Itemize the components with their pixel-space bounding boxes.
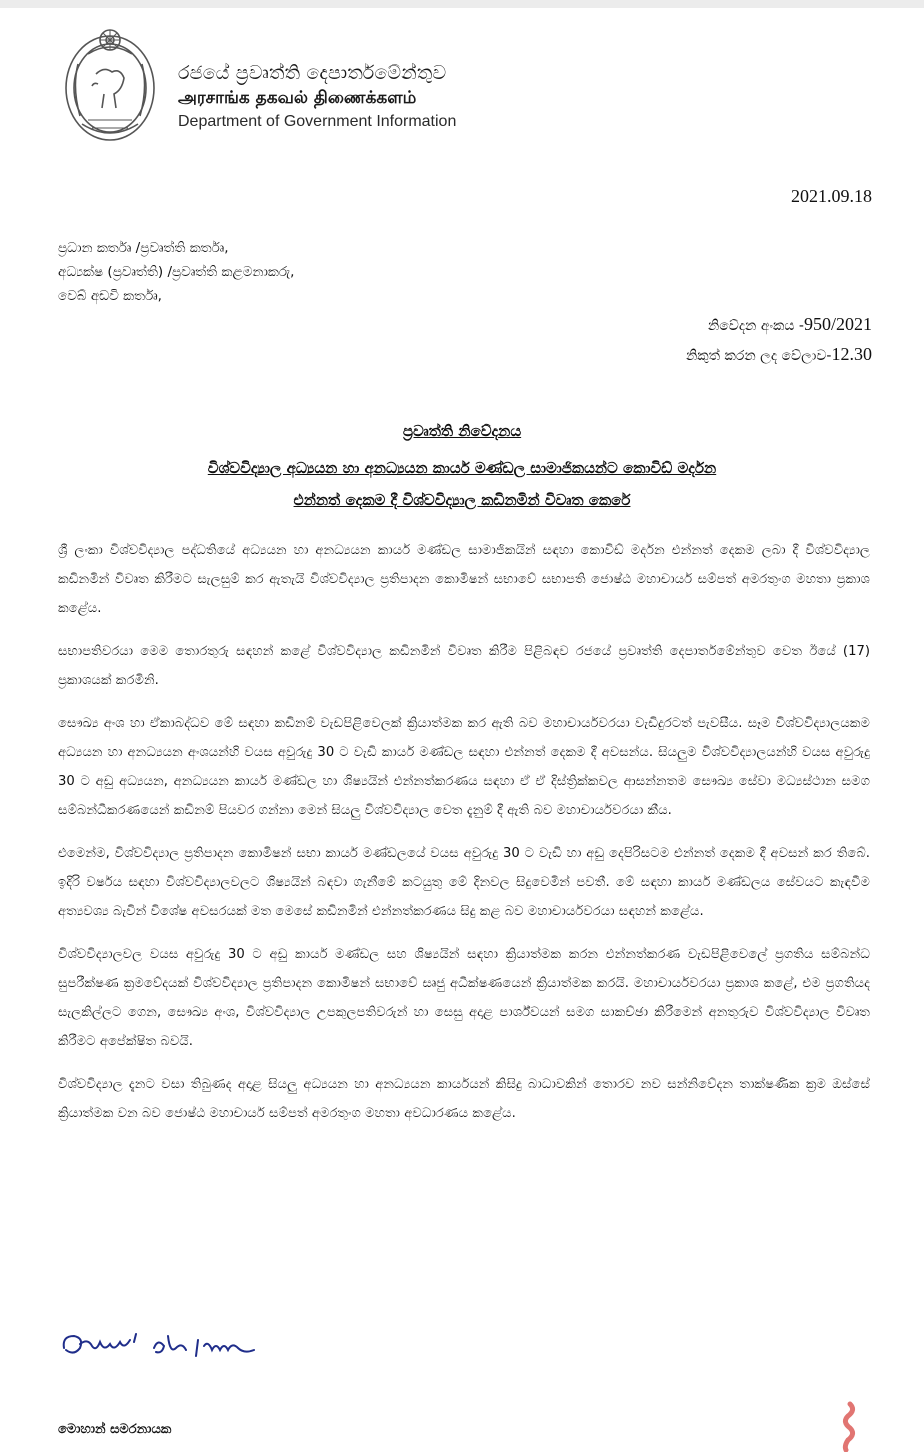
sri-lanka-emblem-icon [58, 24, 162, 146]
headline-line: විශ්වවිද්‍යාල අධ්‍යයන හා අනධ්‍යයන කාර්ය මණ්ඩල සාමාජිකයන්ට කොවිඩ් මර්දන [207, 459, 717, 477]
org-name-tamil: அரசாங்க தகவல் திணைக்களம் [178, 88, 417, 108]
recipients-block [58, 236, 294, 308]
release-time [686, 340, 872, 370]
body-paragraph: සෞඛ්‍ය අංශ හා ඒකාබද්ධව මේ සඳහා කඩිනම් වැඩපිළිවෙලක් ක්‍රියාත්මක කර ඇති බව මහාචාර්යවරයා වැඩිදුරටත් පැවසීය. සෑම විශ්වවිද්‍යාලයකම අධ්‍යයන හා අනධ්‍යයන අංශයන්හි වයස අවුරුදු 30 ට වැඩි කාර්ය මණ්ඩල සඳහා එන්නත් දෙකම දී අවසන්ය. සියලුම විශ්වවිද්‍යාලයන්හි වයස අවුරුදු 30 ට අඩු අධ්‍යයන, අනධ්‍යයන කාර්ය මණ්ඩල හා ශිෂ්‍යයින් එන්නත්කරණය සඳහා ඒ ඒ දිස්ත්‍රික්කවල ආසන්නතම සෞඛ්‍ය සේවා මධ්‍යස්ථාන සමග සම්බන්ධීකරණයෙන් කඩිනම් පියවර ගන්නා මෙන් සියලු විශ්වවිද්‍යාල වෙත දැනුම් දී ඇති බව මහාචාර්යවරයා කීය. [58, 716, 870, 818]
body-paragraph: විශ්වවිද්‍යාල දැනට වසා තිබුණද අදාළ සියලු අධ්‍යයන හා අනධ්‍යයන කාර්යයන් කිසිදු බාධාවකින් තොරව නව සන්නිවේදන තාක්ෂණික ක්‍රම ඔස්සේ ක්‍රියාත්මක වන බව ජොෂ්ඨ මහාචාර්ය සම්පත් අමරතුංග මහතා අවධාරණය කළේය. [58, 1077, 870, 1121]
recipient-line: වෙබ් අඩවි කර්තෘ, [58, 288, 162, 304]
org-name-sinhala: රජයේ ප්‍රවෘත්ති දෙපාර්තමේන්තුව [178, 62, 447, 84]
red-stamp-mark [834, 1400, 864, 1452]
body-paragraph: සභාපතිවරයා මෙම තොරතුරු සඳහන් කළේ විශ්වවිද්‍යාල කඩිනමින් විවෘත කිරීම පිළිබඳව රජයේ ප්‍රවෘත්ති දෙපාර්තමේන්තුව වෙත ඊයේ (17) ප්‍රකාශයක් කරමිනි. [58, 644, 870, 688]
release-time-value: 12.30 [831, 344, 872, 364]
recipient-line: ප්‍රධාන කර්තෘ /ප්‍රවෘත්ති කර්තෘ, [58, 240, 229, 256]
release-number-value: 950/2021 [803, 314, 872, 334]
release-date: 2021.09.18 [791, 186, 872, 206]
document-title: ප්‍රවෘත්ති නිවේදනය [402, 422, 522, 440]
release-number-label: නිවේදන අංකය - [707, 318, 804, 334]
headline-line: එන්නත් දෙකම දී විශ්වවිද්‍යාල කඩිනමින් විවෘත කෙරේ [293, 491, 631, 509]
release-number [686, 310, 872, 340]
headline [0, 452, 924, 516]
top-border [0, 0, 924, 8]
handwritten-signature [58, 1326, 308, 1366]
signer-name: මොහාන් සමරනායක [58, 1422, 172, 1437]
organization-name [178, 60, 456, 134]
body-paragraph: ශ්‍රී ලංකා විශ්වවිද්‍යාල පද්ධතියේ අධ්‍යයන හා අනධ්‍යයන කාර්ය මණ්ඩල සාමාජිකයින් සඳහා කොවිඩ් මර්දන එන්නත් දෙකම ලබා දී විශ්වවිද්‍යාල කඩිනමින් විවෘත කිරීමට සැලසුම් කර ඇතැයි විශ්වවිද්‍යාල ප්‍රතිපාදන කොමිෂන් සභාවේ සභාපති ජොෂ්ඨ මහාචාර්ය සම්පත් අමරතුංග මහතා ප්‍රකාශ කළේය. [58, 543, 870, 616]
recipient-line: අධ්‍යක්ෂ (ප්‍රවෘත්ති) /ප්‍රවෘත්ති කළමනාකරු, [58, 264, 295, 280]
press-release-body [58, 536, 870, 1142]
release-references [686, 310, 872, 370]
release-time-label: නිකුත් කරන ලද වේලාව- [685, 348, 832, 364]
body-paragraph: විශ්වවිද්‍යාලවල වයස අවුරුදු 30 ට අඩු කාර්ය මණ්ඩල සහ ශිෂ්‍යයින් සඳහා ක්‍රියාත්මක කරන එන්නත්කරණ වැඩපිළිවෙලේ ප්‍රගතිය සම්බන්ධ සුපරීක්ෂණ ක්‍රමවේදයක් විශ්වවිද්‍යාල ප්‍රතිපාදන කොමිෂන් සභාවේ සෘජු අධීක්ෂණයෙන් ක්‍රියාත්මක කරයි. මහාචාර්යවරයා ප්‍රකාශ කළේ, එම ප්‍රගතියද සැලකිල්ලට ගෙන, සෞඛ්‍ය අංශ, විශ්වවිද්‍යාල උපකුලපතිවරුන් හා සෙසු අදාළ පාර්ශ්වයන් සමග සාකච්ඡා කිරීමෙන් අනතුරුව විශ්වවිද්‍යාල විවෘත කිරීමට අපේක්ෂිත බවයි. [58, 947, 870, 1049]
org-name-english: Department of Government Information [178, 113, 457, 130]
body-paragraph: එමෙන්ම, විශ්වවිද්‍යාල ප්‍රතිපාදන කොමිෂන් සභා කාර්ය මණ්ඩලයේ වයස අවුරුදු 30 ට වැඩි හා අඩු දෙපිරිසටම එන්නත් දෙකම දී අවසන් කර තිබේ. ඉදිරි වර්ෂය සඳහා විශ්වවිද්‍යාලවලට ශිෂ්‍යයින් බඳවා ගැනීමේ කටයුතු මේ දිනවල සිදුවෙමින් පවතී. මේ සඳහා කාර්ය මණ්ඩලය සේවයට කැඳවීම අත්‍යවශ්‍ය බැවින් විශේෂ අවසරයක් මත මෙසේ කඩිනමින් එන්නත්කරණය සිදු කළ බව මහාචාර්යවරයා සඳහන් කළේය. [58, 846, 870, 919]
letterhead [58, 24, 598, 164]
